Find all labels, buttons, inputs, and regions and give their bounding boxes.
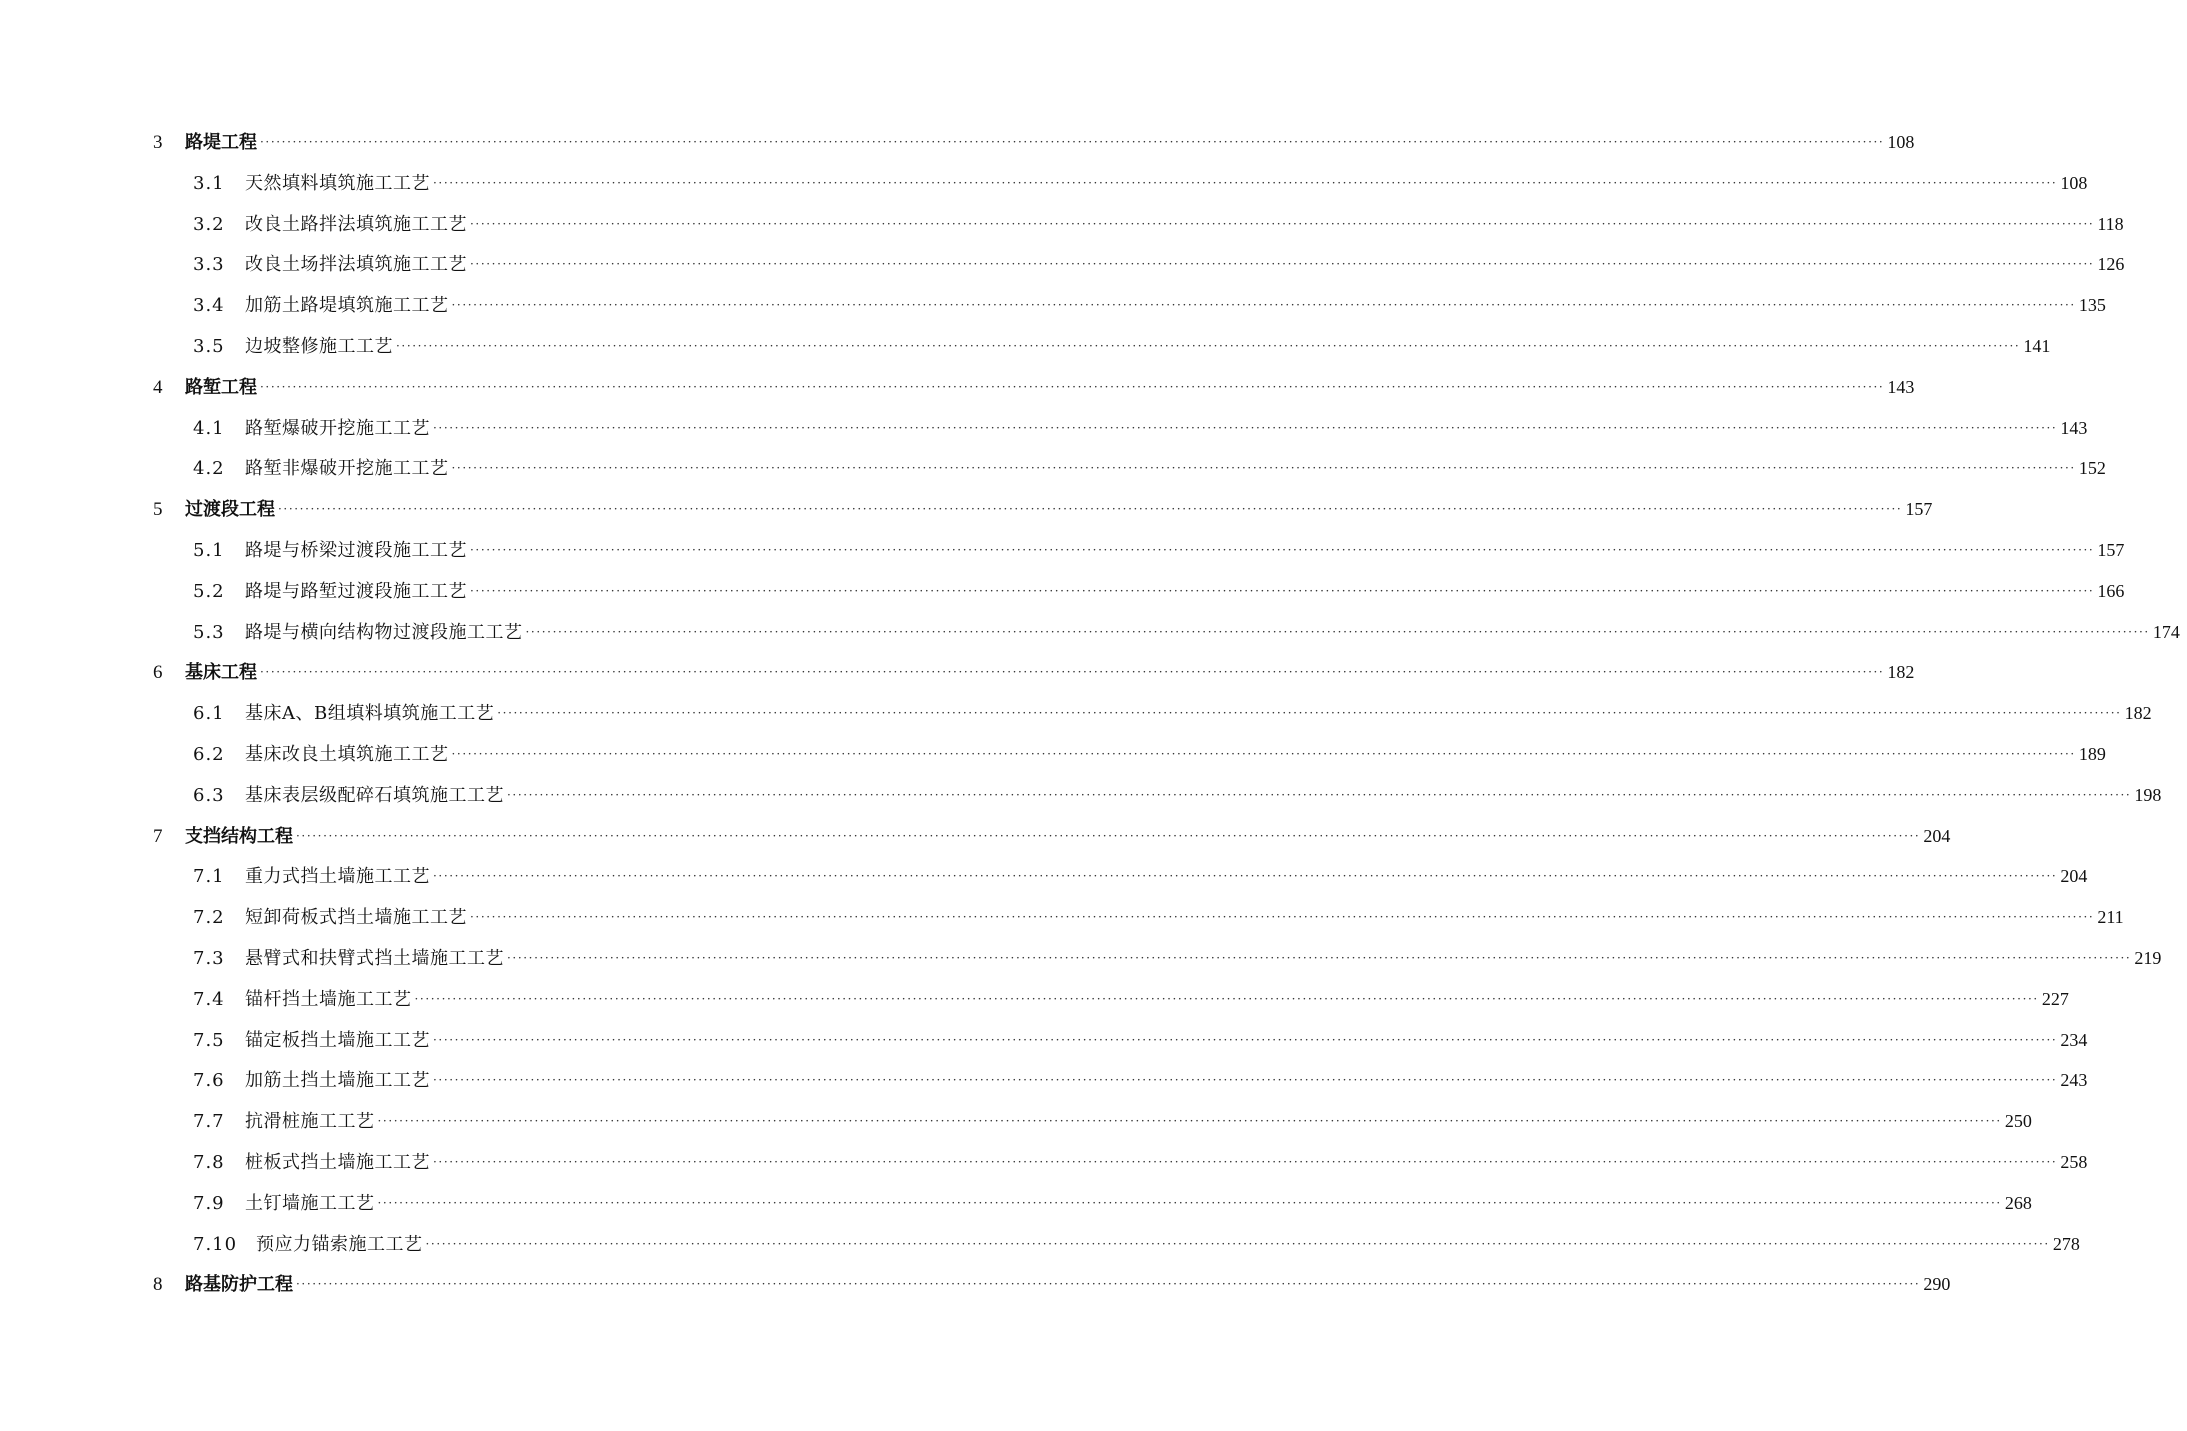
toc-section-entry[interactable]	[0, 1189, 2032, 1230]
toc-entry-number: 7.2	[193, 907, 225, 929]
toc-entry-title: 路基防护工程	[185, 1274, 293, 1296]
toc-entry-page-number: 182	[1887, 662, 1915, 683]
toc-entry-title: 基床改良土填筑施工工艺	[245, 743, 449, 765]
toc-entry-title: 预应力锚索施工工艺	[256, 1233, 423, 1255]
toc-chapter-entry[interactable]	[0, 128, 1915, 169]
toc-entry-title: 路堑工程	[185, 376, 257, 398]
toc-entry-page-number: 141	[2023, 335, 2051, 356]
toc-entry-number: 6.3	[193, 784, 225, 806]
toc-entry-number: 7.3	[193, 947, 225, 969]
toc-entry-page-number: 204	[2060, 866, 2088, 887]
toc-dot-leader: ············································································································································································································································································································	[396, 338, 2021, 353]
toc-entry-page-number: 258	[2060, 1151, 2088, 1172]
toc-entry-title: 抗滑桩施工工艺	[245, 1111, 375, 1133]
toc-dot-leader: ············································································································································································································································································································	[470, 216, 2095, 231]
toc-dot-leader: ············································································································································································································································································································	[433, 1032, 2058, 1047]
toc-entry-number: 4	[153, 376, 163, 398]
toc-entry-page-number: 118	[2097, 213, 2124, 234]
toc-entry-page-number: 219	[2134, 947, 2162, 968]
toc-section-entry[interactable]	[0, 1026, 2088, 1067]
toc-section-entry[interactable]	[0, 781, 2162, 822]
toc-dot-leader: ············································································································································································································································································································	[296, 828, 1921, 843]
toc-entry-number: 7.5	[193, 1029, 225, 1051]
toc-entry-page-number: 108	[1887, 132, 1915, 152]
toc-entry-title: 悬臂式和扶臂式挡土墙施工工艺	[245, 947, 504, 969]
toc-section-entry[interactable]	[0, 536, 2125, 577]
toc-dot-leader: ············································································································································································································································································································	[470, 910, 2095, 925]
toc-dot-leader: ············································································································································································································································································································	[507, 950, 2132, 965]
toc-entry-page-number: 211	[2097, 907, 2124, 928]
toc-section-entry[interactable]	[0, 414, 2088, 455]
toc-dot-leader: ············································································································································································································································································································	[470, 583, 2095, 598]
toc-chapter-entry[interactable]	[0, 822, 1951, 863]
toc-dot-leader: ············································································································································································································································································································	[433, 1073, 2058, 1088]
toc-entry-number: 5.2	[193, 580, 225, 602]
toc-section-entry[interactable]	[0, 699, 2152, 740]
toc-entry-number: 7	[153, 825, 163, 847]
toc-entry-title: 锚杆挡土墙施工工艺	[245, 988, 412, 1010]
toc-entry-number: 5.3	[193, 621, 225, 643]
toc-entry-page-number: 250	[2004, 1111, 2032, 1132]
toc-entry-number: 3.5	[193, 335, 225, 357]
toc-entry-number: 6.1	[193, 703, 225, 725]
toc-entry-page-number: 152	[2078, 458, 2106, 479]
toc-section-entry[interactable]	[0, 1107, 2032, 1148]
toc-dot-leader: ············································································································································································································································································································	[296, 1277, 1921, 1292]
toc-dot-leader: ············································································································································································································································································································	[451, 298, 2076, 313]
toc-dot-leader: ············································································································································································································································································································	[377, 1195, 2002, 1210]
toc-entry-title: 路堤工程	[185, 132, 257, 153]
toc-entry-page-number: 143	[2060, 417, 2088, 438]
toc-entry-title: 路堑非爆破开挖施工工艺	[245, 458, 449, 480]
toc-entry-number: 3.3	[193, 254, 225, 276]
toc-dot-leader: ············································································································································································································································································································	[451, 461, 2076, 476]
toc-dot-leader: ············································································································································································································································································································	[260, 665, 1885, 680]
toc-entry-page-number: 204	[1923, 825, 1951, 846]
toc-dot-leader: ············································································································································································································································································································	[278, 502, 1903, 517]
toc-dot-leader: ············································································································································································································································································································	[260, 135, 1885, 149]
toc-entry-number: 3.4	[193, 295, 225, 317]
toc-entry-title: 短卸荷板式挡土墙施工工艺	[245, 907, 467, 929]
toc-section-entry[interactable]	[0, 985, 2069, 1026]
toc-entry-title: 锚定板挡土墙施工工艺	[245, 1029, 430, 1051]
toc-entry-number: 6	[153, 662, 163, 684]
toc-entry-page-number: 182	[2124, 703, 2152, 724]
toc-entry-page-number: 268	[2004, 1192, 2032, 1213]
toc-entry-title: 改良土路拌法填筑施工工艺	[245, 213, 467, 235]
toc-entry-title: 加筋土路堤填筑施工工艺	[245, 295, 449, 317]
toc-entry-number: 5	[153, 499, 163, 521]
toc-entry-title: 重力式挡土墙施工工艺	[245, 866, 430, 888]
toc-dot-leader: ············································································································································································································································································································	[507, 787, 2132, 802]
toc-entry-title: 过渡段工程	[185, 499, 275, 521]
table-of-contents	[0, 128, 2180, 1311]
toc-entry-page-number: 157	[2097, 539, 2125, 560]
toc-entry-page-number: 166	[2097, 580, 2125, 601]
toc-section-entry[interactable]	[0, 618, 2180, 659]
toc-entry-page-number: 126	[2097, 254, 2125, 275]
toc-entry-page-number: 278	[2052, 1233, 2080, 1254]
toc-entry-title: 基床表层级配碎石填筑施工工艺	[245, 784, 504, 806]
toc-section-entry[interactable]	[0, 1148, 2088, 1189]
toc-dot-leader: ············································································································································································································································································································	[433, 1154, 2058, 1169]
toc-section-entry[interactable]	[0, 169, 2088, 210]
toc-entry-number: 3	[153, 132, 163, 153]
toc-chapter-entry[interactable]	[0, 373, 1915, 414]
toc-entry-page-number: 234	[2060, 1029, 2088, 1050]
toc-dot-leader: ············································································································································································································································································································	[470, 542, 2095, 557]
toc-dot-leader: ············································································································································································································································································································	[433, 175, 2058, 190]
toc-entry-number: 6.2	[193, 743, 225, 765]
toc-entry-title: 路堤与路堑过渡段施工工艺	[245, 580, 467, 602]
toc-entry-page-number: 290	[1923, 1274, 1951, 1295]
toc-entry-number: 4.1	[193, 417, 225, 439]
toc-section-entry[interactable]	[0, 250, 2125, 291]
toc-entry-page-number: 157	[1905, 499, 1933, 520]
toc-entry-number: 7.4	[193, 988, 225, 1010]
toc-dot-leader: ············································································································································································································································································································	[525, 624, 2150, 639]
toc-entry-number: 7.7	[193, 1111, 225, 1133]
toc-entry-page-number: 189	[2078, 743, 2106, 764]
toc-entry-page-number: 108	[2060, 172, 2088, 193]
toc-dot-leader: ············································································································································································································································································································	[497, 706, 2122, 721]
toc-entry-title: 路堤与桥梁过渡段施工工艺	[245, 539, 467, 561]
toc-section-entry[interactable]	[0, 577, 2125, 618]
toc-section-entry[interactable]	[0, 210, 2124, 251]
toc-dot-leader: ············································································································································································································································································································	[377, 1114, 2002, 1129]
toc-entry-number: 3.2	[193, 213, 225, 235]
toc-dot-leader: ············································································································································································································································································································	[433, 420, 2058, 435]
toc-chapter-entry[interactable]	[0, 1270, 1951, 1311]
toc-section-entry[interactable]	[0, 1230, 2080, 1271]
toc-entry-page-number: 198	[2134, 784, 2162, 805]
toc-entry-title: 支挡结构工程	[185, 825, 293, 847]
toc-entry-page-number: 227	[2041, 988, 2069, 1009]
toc-section-entry[interactable]	[0, 862, 2088, 903]
toc-entry-number: 7.10	[193, 1233, 238, 1255]
toc-section-entry[interactable]	[0, 332, 2051, 373]
toc-entry-number: 7.6	[193, 1070, 225, 1092]
toc-entry-number: 8	[153, 1274, 163, 1296]
toc-dot-leader: ············································································································································································································································································································	[414, 991, 2039, 1006]
toc-section-entry[interactable]	[0, 944, 2162, 985]
toc-entry-page-number: 174	[2152, 621, 2180, 642]
toc-entry-title: 基床工程	[185, 662, 257, 684]
toc-entry-title: 桩板式挡土墙施工工艺	[245, 1151, 430, 1173]
toc-chapter-entry[interactable]	[0, 658, 1915, 699]
toc-entry-page-number: 135	[2078, 295, 2106, 316]
toc-dot-leader: ············································································································································································································································································································	[451, 746, 2076, 761]
toc-entry-title: 路堤与横向结构物过渡段施工工艺	[245, 621, 523, 643]
toc-dot-leader: ············································································································································································································································································································	[260, 379, 1885, 394]
toc-entry-title: 边坡整修施工工艺	[245, 335, 393, 357]
toc-dot-leader: ············································································································································································································································································································	[425, 1236, 2050, 1251]
toc-entry-title: 天然填料填筑施工工艺	[245, 172, 430, 194]
toc-entry-number: 7.9	[193, 1192, 225, 1214]
toc-entry-page-number: 143	[1887, 376, 1915, 397]
toc-entry-title: 路堑爆破开挖施工工艺	[245, 417, 430, 439]
toc-entry-number: 5.1	[193, 539, 225, 561]
toc-entry-number: 4.2	[193, 458, 225, 480]
toc-entry-title: 改良土场拌法填筑施工工艺	[245, 254, 467, 276]
toc-dot-leader: ············································································································································································································································································································	[470, 257, 2095, 272]
toc-section-entry[interactable]	[0, 291, 2106, 332]
toc-entry-title: 加筋土挡土墙施工工艺	[245, 1070, 430, 1092]
toc-entry-number: 3.1	[193, 172, 225, 194]
toc-chapter-entry[interactable]	[0, 495, 1933, 536]
toc-section-entry[interactable]	[0, 903, 2124, 944]
toc-section-entry[interactable]	[0, 740, 2106, 781]
toc-entry-number: 7.8	[193, 1151, 225, 1173]
toc-entry-title: 基床A、B组填料填筑施工工艺	[245, 703, 495, 725]
toc-section-entry[interactable]	[0, 1066, 2088, 1107]
toc-entry-title: 土钉墙施工工艺	[245, 1192, 375, 1214]
toc-entry-page-number: 243	[2060, 1070, 2088, 1091]
toc-section-entry[interactable]	[0, 454, 2106, 495]
toc-dot-leader: ············································································································································································································································································································	[433, 869, 2058, 884]
toc-entry-number: 7.1	[193, 866, 225, 888]
